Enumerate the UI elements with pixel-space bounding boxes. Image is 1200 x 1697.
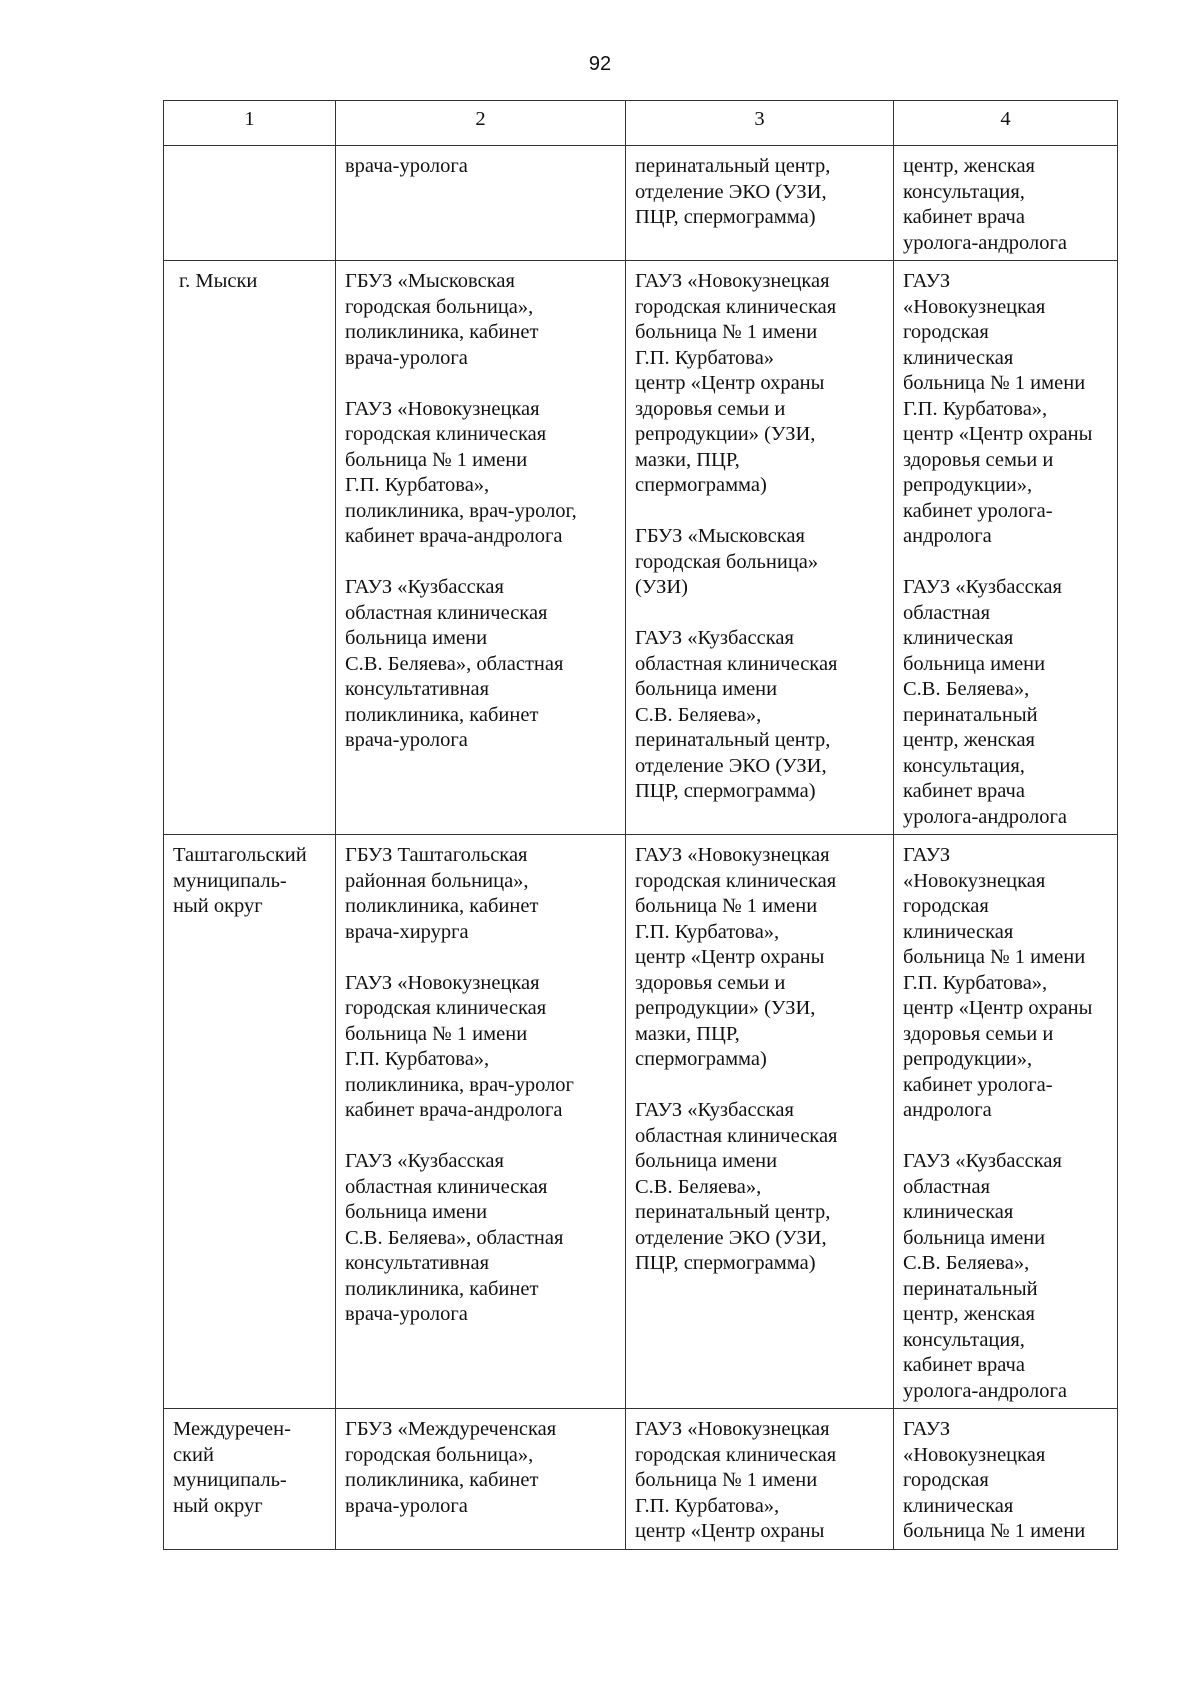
institution-entry: ГБУЗ «Междуреченская городская больница», поликлиника, кабинет врача-уролога [345, 1418, 557, 1517]
document-table [163, 100, 1118, 1550]
institution-entry: перинатальный центр, отделение ЭКО (УЗИ, ПЦР, спермограмма) [635, 155, 831, 228]
table-row [164, 835, 1118, 1409]
first-level-cell [336, 261, 626, 835]
table-row [164, 1409, 1118, 1550]
table-row [164, 146, 1118, 261]
examination-cell [626, 1409, 894, 1550]
institution-entry: ГАУЗ «Кузбасская областная клиническая больница имени С.В. Беляева», областная консультативная поликлиника, кабинет врача-уролога [345, 1150, 564, 1325]
first-level-cell [336, 146, 626, 261]
first-level-cell [336, 835, 626, 1409]
territory-cell [164, 1409, 336, 1550]
table-header-row [164, 101, 1118, 146]
territory-cell [164, 261, 336, 835]
institution-entry: ГАУЗ «Новокузнецкая городская клиническая больница № 1 имени [903, 1418, 1086, 1542]
institution-entry: ГАУЗ «Новокузнецкая городская клиническая больница № 1 имени Г.П. Курбатова» центр «Центр охраны здоровья семьи и репродукции» (УЗИ, мазки, ПЦР, спермограмма) [635, 270, 837, 496]
territory-name: г. Мыски [179, 270, 258, 292]
institution-entry: центр, женская консультация, кабинет врача уролога-андролога [903, 155, 1068, 254]
institution-entry: врача-уролога [345, 155, 468, 177]
column-header-1: 1 [164, 101, 336, 146]
institution-entry: ГБУЗ «Мысковская городская больница» (УЗИ) [635, 525, 819, 598]
institution-entry: ГАУЗ «Новокузнецкая городская клиническая больница № 1 имени Г.П. Курбатова», центр «Центр охраны здоровья семьи и репродукции» (УЗИ, мазки, ПЦР, спермограмма) [635, 844, 837, 1070]
examination-cell [626, 261, 894, 835]
institution-entry: ГАУЗ «Кузбасская областная клиническая больница имени С.В. Беляева», областная консультативная поликлиника, кабинет врача-уролога [345, 576, 564, 751]
examination-cell [626, 835, 894, 1409]
institution-entry: ГБУЗ Таштагольская районная больница», поликлиника, кабинет врача-хирурга [345, 844, 539, 943]
column-header-2: 2 [336, 101, 626, 146]
page-number: 92 [588, 53, 612, 75]
institution-entry: ГАУЗ «Кузбасская областная клиническая больница имени С.В. Беляева», перинатальный центр, отделение ЭКО (УЗИ, ПЦР, спермограмма) [635, 1099, 838, 1274]
institution-entry: ГАУЗ «Новокузнецкая городская клиническая больница № 1 имени Г.П. Курбатова», центр «Центр охраны [635, 1418, 837, 1542]
examination-cell [626, 146, 894, 261]
institution-entry: ГАУЗ «Новокузнецкая городская клиническая больница № 1 имени Г.П. Курбатова», поликлиника, врач-уролог, кабинет врача-андролога [345, 397, 577, 547]
specialist-cell [894, 261, 1118, 835]
institution-entry: ГАУЗ «Кузбасская областная клиническая больница имени С.В. Беляева», перинатальный центр, отделение ЭКО (УЗИ, ПЦР, спермограмма) [635, 627, 838, 802]
first-level-cell [336, 1409, 626, 1550]
territory-cell [164, 146, 336, 261]
column-header-4: 4 [894, 101, 1118, 146]
table-row [164, 261, 1118, 835]
territory-name: Таштагольский муниципаль- ный округ [173, 844, 307, 917]
institution-entry: ГАУЗ «Новокузнецкая городская клиническая больница № 1 имени Г.П. Курбатова», поликлиника, врач-уролог кабинет врача-андролога [345, 971, 574, 1121]
column-header-3: 3 [626, 101, 894, 146]
specialist-cell [894, 835, 1118, 1409]
territory-name: Междуречен- ский муниципаль- ный округ [173, 1418, 291, 1517]
institution-entry: ГБУЗ «Мысковская городская больница», поликлиника, кабинет врача-уролога [345, 270, 539, 369]
institution-entry: ГАУЗ «Кузбасская областная клиническая больница имени С.В. Беляева», перинатальный центр, женская консультация, кабинет врача уролога-андролога [903, 576, 1068, 828]
institution-entry: ГАУЗ «Новокузнецкая городская клиническая больница № 1 имени Г.П. Курбатова», центр «Центр охраны здоровья семьи и репродукции», кабинет уролога- андролога [903, 270, 1093, 547]
territory-cell [164, 835, 336, 1409]
institution-entry: ГАУЗ «Кузбасская областная клиническая больница имени С.В. Беляева», перинатальный центр, женская консультация, кабинет врача уролога-андролога [903, 1150, 1068, 1402]
institution-entry: ГАУЗ «Новокузнецкая городская клиническая больница № 1 имени Г.П. Курбатова», центр «Центр охраны здоровья семьи и репродукции», кабинет уролога- андролога [903, 844, 1093, 1121]
specialist-cell [894, 1409, 1118, 1550]
specialist-cell [894, 146, 1118, 261]
